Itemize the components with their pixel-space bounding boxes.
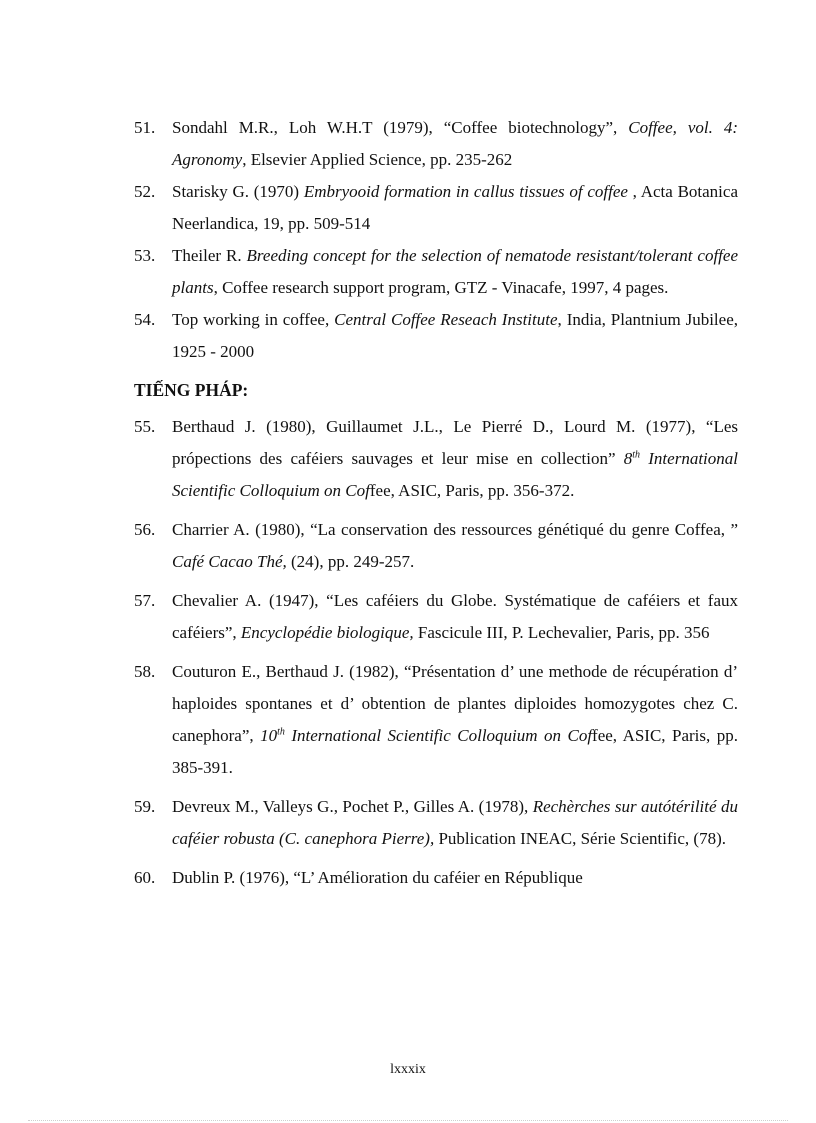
reference-number: 55.	[134, 417, 156, 436]
reference-text: Publication INEAC, Série Scientific, (78).	[434, 829, 726, 848]
reference-number: 51.	[134, 118, 156, 137]
italic-text: Central Coffee Reseach Institute	[334, 310, 558, 329]
italic-text: Embryooid formation in callus tissues of coffee	[303, 182, 628, 201]
reference-item	[134, 112, 738, 176]
reference-text: Starisky G. (1970)	[172, 182, 304, 201]
page-bottom-divider	[28, 1120, 788, 1121]
italic-text: Breeding concept for the selection of nematode resistant/tolerant coffee plants	[172, 246, 738, 297]
french-references	[134, 411, 738, 894]
italic-text: 10	[260, 726, 278, 745]
reference-text: Dublin P. (1976), “L’ Amélioration du caféier en République	[172, 868, 583, 887]
reference-text: Devreux M., Valleys G., Pochet P., Gilles A. (1978),	[172, 797, 533, 816]
reference-item	[134, 862, 738, 894]
italic-text: International Scientific Colloquium on Cof	[284, 726, 593, 745]
reference-text: Top working in coffee,	[172, 310, 335, 329]
reference-text: Charrier A. (1980), “La conservation des ressources génétiqué du genre Coffea, ”	[172, 520, 738, 539]
reference-text: Chevalier A. (1947), “Les caféiers du Globe. Systématique de caféiers et faux caféiers”,	[172, 591, 738, 642]
reference-item	[134, 791, 738, 855]
english-references	[134, 112, 738, 368]
italic-text: 8	[623, 449, 633, 468]
italic-text: Rechèrches sur autótérilité du caféier robusta (C. canephora Pierre),	[172, 797, 738, 848]
reference-item	[134, 585, 738, 649]
reference-text: , Acta Botanica Neerlandica, 19, pp. 509-514	[172, 182, 738, 233]
reference-item	[134, 514, 738, 578]
reference-number: 52.	[134, 182, 156, 201]
reference-item	[134, 656, 738, 784]
reference-item	[134, 240, 738, 304]
reference-number: 53.	[134, 246, 156, 265]
italic-text: Encyclopédie biologique,	[240, 623, 414, 642]
italic-text: International Scientific Colloquium on Cof	[172, 449, 738, 500]
reference-text: Berthaud J. (1980), Guillaumet J.L., Le Pierré D., Lourd M. (1977), “Les própections des caféiers sauvages et leur mise en collection”	[172, 417, 738, 468]
reference-text: Fascicule III, P. Lechevalier, Paris, pp. 356	[413, 623, 710, 642]
reference-number: 54.	[134, 310, 156, 329]
superscript: th	[632, 449, 641, 461]
superscript: th	[277, 726, 285, 738]
reference-number: 59.	[134, 797, 156, 816]
reference-number: 58.	[134, 662, 156, 681]
reference-number: 56.	[134, 520, 156, 539]
reference-text: Theiler R.	[172, 246, 247, 265]
reference-number: 60.	[134, 868, 156, 887]
reference-text: , Coffee research support program, GTZ - Vinacafe, 1997, 4 pages.	[213, 278, 669, 297]
italic-text: Coffee, vol. 4: Agronomy	[172, 118, 738, 169]
reference-item	[134, 176, 738, 240]
italic-text: Café Cacao Thé,	[172, 552, 287, 571]
reference-number: 57.	[134, 591, 156, 610]
reference-text: Couturon E., Berthaud J. (1982), “Présentation d’ une methode de récupération d’ haploides spontanes et d’ obtention de plantes diploides homozygotes chez C. canephora”,	[172, 662, 738, 745]
reference-text: , India, Plantnium Jubilee, 1925 - 2000	[172, 310, 738, 361]
reference-text: (24), pp. 249-257.	[286, 552, 415, 571]
reference-item	[134, 411, 738, 507]
reference-text: fee, ASIC, Paris, pp. 385-391.	[172, 726, 738, 777]
reference-text: Sondahl M.R., Loh W.H.T (1979), “Coffee biotechnology”,	[172, 118, 629, 137]
reference-text: , Elsevier Applied Science, pp. 235-262	[242, 150, 513, 169]
section-heading-french: TIẾNG PHÁP:	[134, 380, 249, 400]
reference-list	[134, 112, 738, 894]
reference-text: fee, ASIC, Paris, pp. 356-372.	[369, 481, 575, 500]
reference-item	[134, 304, 738, 368]
page-number: lxxxix	[390, 1062, 426, 1077]
